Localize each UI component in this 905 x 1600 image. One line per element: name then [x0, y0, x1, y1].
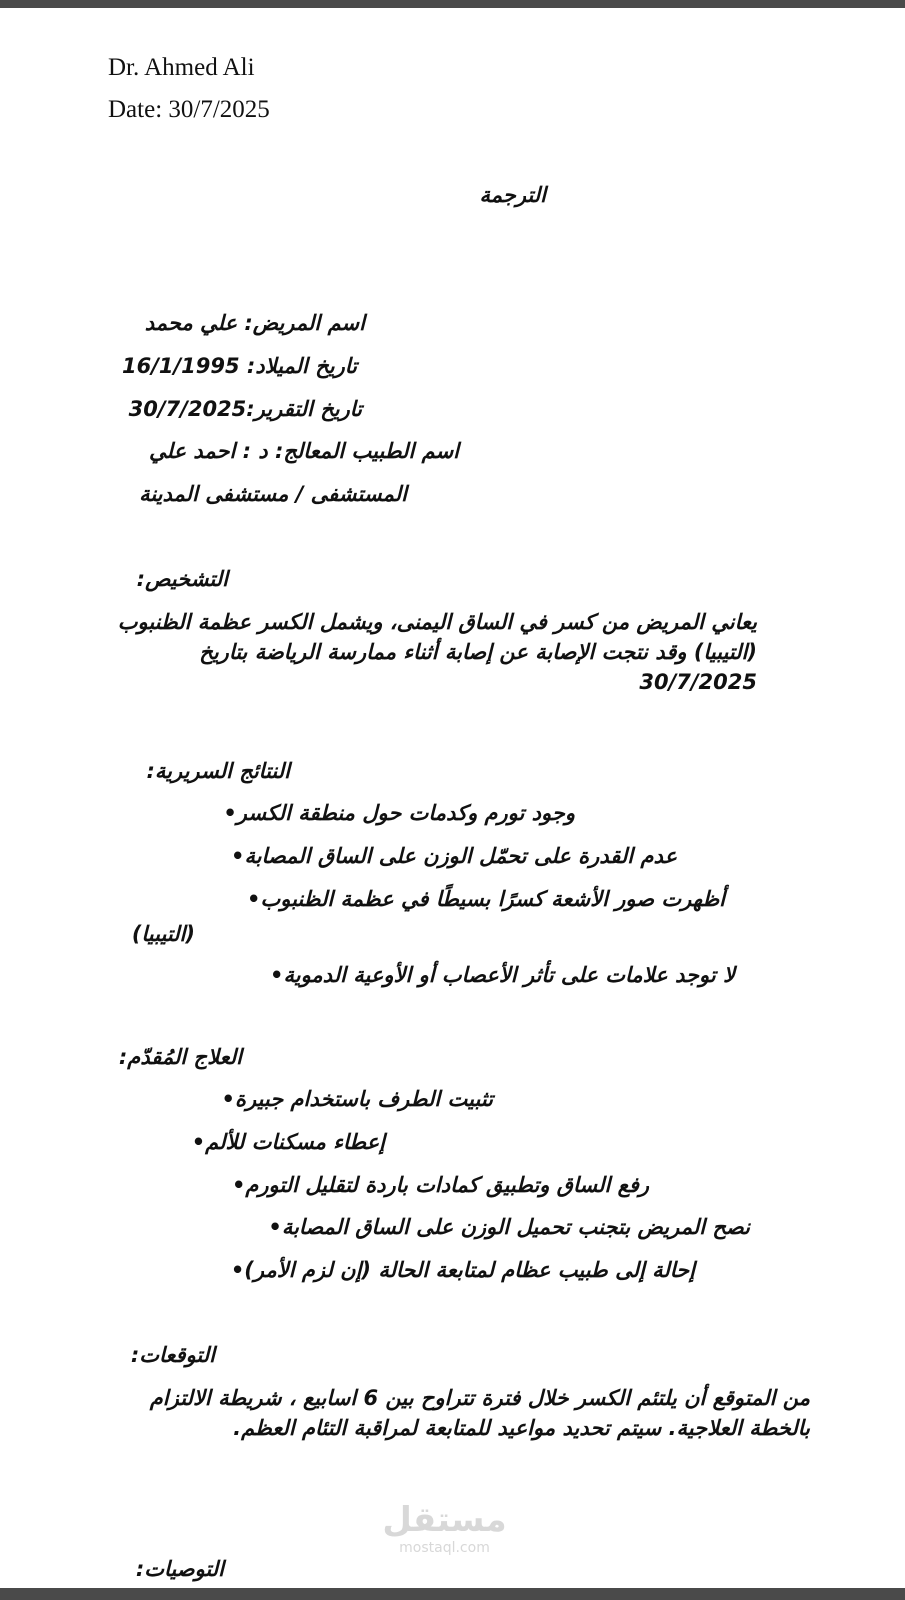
treating-doctor: اسم الطبيب المعالج: د : احمد علي [149, 439, 459, 463]
finding-item: وجود تورم وكدمات حول منطقة الكسر• [223, 801, 575, 825]
recommendations-heading: التوصيات: [135, 1557, 224, 1581]
diagnosis-heading: التشخيص: [136, 567, 228, 591]
watermark-url: mostaql.com [399, 1540, 490, 1556]
finding-item: لا توجد علامات على تأثر الأعصاب أو الأوعية الدموية• [270, 963, 735, 987]
treatment-item: إعطاء مسكنات للألم• [191, 1130, 385, 1154]
birth-date: تاريخ الميلاد: 16/1/1995 [121, 354, 357, 378]
treatment-item: نصح المريض بتجنب تحميل الوزن على الساق المصابة• [268, 1215, 750, 1239]
top-border [0, 0, 905, 8]
patient-name: اسم المريض: علي محمد [144, 311, 365, 335]
report-date: تاريخ التقرير:30/7/2025 [128, 397, 362, 421]
finding-item-continuation: (التيبيا) [131, 922, 195, 946]
finding-item: أظهرت صور الأشعة كسرًا بسيطًا في عظمة الظنبوب• [247, 887, 725, 911]
clinical-findings-heading: النتائج السريرية: [146, 759, 290, 783]
watermark-main-text: مستقل [382, 1500, 507, 1540]
treatment-item: إحالة إلى طبيب عظام لمتابعة الحالة (إن لزم الأمر)• [230, 1258, 695, 1282]
watermark-logo [372, 1500, 517, 1570]
doctor-name: Dr. Ahmed Ali [108, 54, 255, 81]
document-title: الترجمة [479, 183, 546, 207]
treatment-item: تثبيت الطرف باستخدام جبيرة• [221, 1087, 493, 1111]
diagnosis-text: يعاني المريض من كسر في الساق اليمنى، ويشمل الكسر عظمة الظنبوب (التيبيا) وقد نتجت الإصابة عن إصابة أثناء ممارسة الرياضة بتاريخ 30/7/2025 [117, 610, 757, 694]
report-date-header: Date: 30/7/2025 [108, 96, 270, 123]
bottom-border [0, 1588, 905, 1600]
hospital-name: المستشفى / مستشفى المدينة [139, 482, 407, 506]
expectations-text: من المتوقع أن يلتئم الكسر خلال فترة تتراوح بين 6 اسابيع ، شريطة الالتزام بالخطة العلاجية. سيتم تحديد مواعيد للمتابعة لمراقبة التئام العظم. [149, 1386, 810, 1440]
finding-item: عدم القدرة على تحمّل الوزن على الساق المصابة• [231, 844, 677, 868]
expectations-heading: التوقعات: [130, 1343, 215, 1367]
treatment-item: رفع الساق وتطبيق كمادات باردة لتقليل التورم• [231, 1173, 649, 1197]
treatment-heading: العلاج المُقدّم: [118, 1045, 242, 1069]
